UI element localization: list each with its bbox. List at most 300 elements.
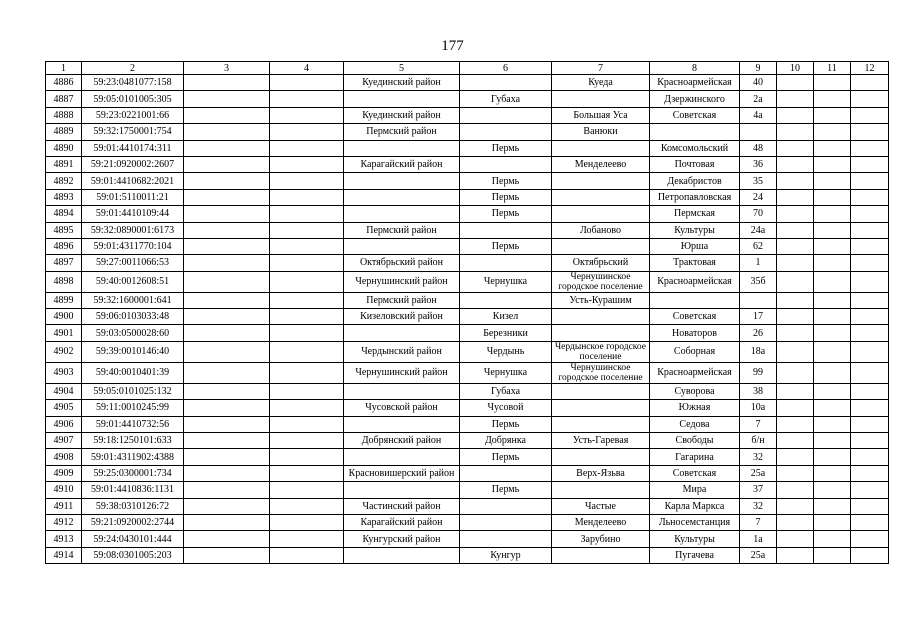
table-cell-col-2: 59:32:1600001:641 — [82, 292, 184, 308]
table-header — [46, 62, 889, 75]
table-cell-col-5: Добрянский район — [344, 433, 460, 449]
table-cell-col-11 — [814, 222, 851, 238]
table-cell-col-3 — [184, 341, 270, 362]
table-cell-col-1: 4888 — [46, 107, 82, 123]
table-cell-col-12 — [851, 341, 889, 362]
table-cell-col-11 — [814, 173, 851, 189]
table-cell-col-4 — [270, 91, 344, 107]
table-cell-col-6: Чусовой — [460, 400, 552, 416]
table-cell-col-12 — [851, 75, 889, 91]
table-cell-col-9: 35б — [740, 271, 777, 292]
table-cell-col-7: Чердынское городское поселение — [552, 341, 650, 362]
table-cell-col-7 — [552, 238, 650, 254]
table-row — [46, 449, 889, 465]
table-row — [46, 309, 889, 325]
table-cell-col-8: Советская — [650, 465, 740, 481]
table-cell-col-12 — [851, 238, 889, 254]
table-cell-col-12 — [851, 124, 889, 140]
table-cell-col-3 — [184, 400, 270, 416]
table-cell-col-3 — [184, 91, 270, 107]
table-cell-col-2: 59:23:0221001:66 — [82, 107, 184, 123]
table-cell-col-11 — [814, 416, 851, 432]
table-cell-col-5: Октябрьский район — [344, 255, 460, 271]
table-cell-col-12 — [851, 383, 889, 399]
table-cell-col-6: Добрянка — [460, 433, 552, 449]
table-cell-col-7 — [552, 140, 650, 156]
table-cell-col-1: 4908 — [46, 449, 82, 465]
table-cell-col-4 — [270, 124, 344, 140]
table-cell-col-4 — [270, 547, 344, 563]
table-row — [46, 140, 889, 156]
table-cell-col-11 — [814, 482, 851, 498]
table-cell-col-7: Верх-Язьва — [552, 465, 650, 481]
table-cell-col-9: 25а — [740, 547, 777, 563]
table-cell-col-12 — [851, 107, 889, 123]
table-cell-col-8: Мира — [650, 482, 740, 498]
table-cell-col-10 — [777, 189, 814, 205]
table-cell-col-3 — [184, 547, 270, 563]
table-cell-col-12 — [851, 482, 889, 498]
table-cell-col-6: Чернушка — [460, 271, 552, 292]
table-row — [46, 271, 889, 292]
table-cell-col-10 — [777, 383, 814, 399]
table-cell-col-3 — [184, 75, 270, 91]
table-cell-col-9: 2а — [740, 91, 777, 107]
table-cell-col-11 — [814, 449, 851, 465]
table-cell-col-1: 4890 — [46, 140, 82, 156]
table-cell-col-4 — [270, 362, 344, 383]
table-cell-col-1: 4900 — [46, 309, 82, 325]
table-cell-col-3 — [184, 222, 270, 238]
table-cell-col-10 — [777, 416, 814, 432]
table-cell-col-7: Частые — [552, 498, 650, 514]
table-cell-col-9: 32 — [740, 449, 777, 465]
table-cell-col-6 — [460, 292, 552, 308]
table-cell-col-2: 59:18:1250101:633 — [82, 433, 184, 449]
table-cell-col-8: Льносемстанция — [650, 514, 740, 530]
table-cell-col-8: Культуры — [650, 222, 740, 238]
registry-table — [45, 61, 889, 564]
table-cell-col-12 — [851, 222, 889, 238]
table-cell-col-9: 1 — [740, 255, 777, 271]
table-cell-col-2: 59:01:5110011:21 — [82, 189, 184, 205]
table-cell-col-3 — [184, 416, 270, 432]
table-cell-col-2: 59:05:0101025:132 — [82, 383, 184, 399]
table-cell-col-2: 59:40:0012608:51 — [82, 271, 184, 292]
table-cell-col-1: 4891 — [46, 156, 82, 172]
table-cell-col-5 — [344, 189, 460, 205]
table-cell-col-5: Красновишерский район — [344, 465, 460, 481]
table-cell-col-4 — [270, 531, 344, 547]
table-cell-col-1: 4896 — [46, 238, 82, 254]
table-cell-col-7 — [552, 482, 650, 498]
table-cell-col-11 — [814, 238, 851, 254]
table-cell-col-5: Куединский район — [344, 107, 460, 123]
table-cell-col-1: 4904 — [46, 383, 82, 399]
table-cell-col-4 — [270, 222, 344, 238]
table-cell-col-6: Кизел — [460, 309, 552, 325]
table-cell-col-12 — [851, 531, 889, 547]
page-number: 177 — [441, 38, 464, 54]
table-row — [46, 498, 889, 514]
table-row — [46, 547, 889, 563]
table-cell-col-4 — [270, 465, 344, 481]
table-cell-col-10 — [777, 362, 814, 383]
table-cell-col-1: 4912 — [46, 514, 82, 530]
table-cell-col-10 — [777, 514, 814, 530]
table-cell-col-10 — [777, 449, 814, 465]
table-cell-col-5 — [344, 173, 460, 189]
table-cell-col-10 — [777, 124, 814, 140]
table-cell-col-2: 59:38:0310126:72 — [82, 498, 184, 514]
table-cell-col-2: 59:08:0301005:203 — [82, 547, 184, 563]
table-cell-col-8: Новаторов — [650, 325, 740, 341]
table-cell-col-3 — [184, 362, 270, 383]
table-cell-col-2: 59:23:0481077:158 — [82, 75, 184, 91]
table-cell-col-7: Большая Уса — [552, 107, 650, 123]
table-cell-col-3 — [184, 514, 270, 530]
column-header-10: 10 — [777, 62, 814, 75]
table-cell-col-3 — [184, 107, 270, 123]
table-cell-col-11 — [814, 124, 851, 140]
table-row — [46, 416, 889, 432]
table-cell-col-7: Лобаново — [552, 222, 650, 238]
table-cell-col-7 — [552, 449, 650, 465]
table-cell-col-7 — [552, 91, 650, 107]
table-cell-col-8: Советская — [650, 107, 740, 123]
table-cell-col-1: 4909 — [46, 465, 82, 481]
table-cell-col-3 — [184, 292, 270, 308]
table-cell-col-6 — [460, 498, 552, 514]
table-cell-col-12 — [851, 173, 889, 189]
table-row — [46, 189, 889, 205]
table-cell-col-8: Красноармейская — [650, 271, 740, 292]
table-cell-col-4 — [270, 482, 344, 498]
table-cell-col-12 — [851, 514, 889, 530]
table-cell-col-3 — [184, 140, 270, 156]
table-cell-col-1: 4889 — [46, 124, 82, 140]
table-cell-col-10 — [777, 156, 814, 172]
table-cell-col-4 — [270, 514, 344, 530]
table-cell-col-8: Юрша — [650, 238, 740, 254]
table-cell-col-6: Чернушка — [460, 362, 552, 383]
table-cell-col-9 — [740, 124, 777, 140]
table-cell-col-5 — [344, 547, 460, 563]
table-cell-col-12 — [851, 309, 889, 325]
table-cell-col-4 — [270, 433, 344, 449]
table-cell-col-4 — [270, 156, 344, 172]
column-header-7: 7 — [552, 62, 650, 75]
table-cell-col-2: 59:01:4410109:44 — [82, 206, 184, 222]
table-cell-col-6 — [460, 465, 552, 481]
table-row — [46, 383, 889, 399]
table-cell-col-12 — [851, 465, 889, 481]
table-cell-col-5 — [344, 449, 460, 465]
table-cell-col-6: Чердынь — [460, 341, 552, 362]
table-cell-col-5: Чернушинский район — [344, 271, 460, 292]
column-header-9: 9 — [740, 62, 777, 75]
table-cell-col-2: 59:39:0010146:40 — [82, 341, 184, 362]
table-cell-col-5: Пермский район — [344, 124, 460, 140]
table-cell-col-2: 59:01:4410732:56 — [82, 416, 184, 432]
table-cell-col-7: Чернушинское городское поселение — [552, 362, 650, 383]
table-cell-col-6: Губаха — [460, 91, 552, 107]
table-cell-col-7: Октябрьский — [552, 255, 650, 271]
table-cell-col-12 — [851, 547, 889, 563]
table-cell-col-3 — [184, 189, 270, 205]
table-cell-col-3 — [184, 465, 270, 481]
table-row — [46, 292, 889, 308]
table-cell-col-3 — [184, 206, 270, 222]
table-cell-col-11 — [814, 341, 851, 362]
table-cell-col-1: 4899 — [46, 292, 82, 308]
table-cell-col-7: Усть-Гаревая — [552, 433, 650, 449]
table-cell-col-10 — [777, 255, 814, 271]
table-cell-col-4 — [270, 238, 344, 254]
table-cell-col-8: Соборная — [650, 341, 740, 362]
column-header-1: 1 — [46, 62, 82, 75]
table-cell-col-5: Карагайский район — [344, 514, 460, 530]
table-cell-col-2: 59:01:4410174:311 — [82, 140, 184, 156]
table-cell-col-8: Карла Маркса — [650, 498, 740, 514]
table-cell-col-10 — [777, 482, 814, 498]
table-cell-col-6: Пермь — [460, 206, 552, 222]
table-cell-col-10 — [777, 206, 814, 222]
table-cell-col-5 — [344, 238, 460, 254]
table-row — [46, 238, 889, 254]
table-cell-col-10 — [777, 531, 814, 547]
table-cell-col-3 — [184, 156, 270, 172]
table-cell-col-6: Пермь — [460, 238, 552, 254]
table-cell-col-11 — [814, 498, 851, 514]
table-cell-col-11 — [814, 325, 851, 341]
table-cell-col-3 — [184, 325, 270, 341]
table-cell-col-2: 59:32:0890001:6173 — [82, 222, 184, 238]
table-cell-col-9: 36 — [740, 156, 777, 172]
table-cell-col-7: Менделеево — [552, 514, 650, 530]
table-cell-col-10 — [777, 222, 814, 238]
table-row — [46, 531, 889, 547]
table-cell-col-12 — [851, 189, 889, 205]
table-cell-col-2: 59:25:0300001:734 — [82, 465, 184, 481]
table-cell-col-2: 59:01:4311902:4388 — [82, 449, 184, 465]
table-cell-col-12 — [851, 140, 889, 156]
table-cell-col-1: 4898 — [46, 271, 82, 292]
table-cell-col-8: Красноармейская — [650, 362, 740, 383]
table-cell-col-3 — [184, 271, 270, 292]
table-cell-col-7 — [552, 416, 650, 432]
table-cell-col-8: Советская — [650, 309, 740, 325]
table-row — [46, 222, 889, 238]
table-cell-col-11 — [814, 206, 851, 222]
table-cell-col-6 — [460, 514, 552, 530]
table-cell-col-9: 37 — [740, 482, 777, 498]
table-cell-col-4 — [270, 75, 344, 91]
table-cell-col-3 — [184, 124, 270, 140]
table-cell-col-4 — [270, 449, 344, 465]
table-cell-col-9: 25а — [740, 465, 777, 481]
table-cell-col-9: 24 — [740, 189, 777, 205]
table-cell-col-6 — [460, 75, 552, 91]
table-cell-col-2: 59:01:4410682:2021 — [82, 173, 184, 189]
table-cell-col-1: 4901 — [46, 325, 82, 341]
table-cell-col-5: Чернушинский район — [344, 362, 460, 383]
column-header-6: 6 — [460, 62, 552, 75]
table-row — [46, 465, 889, 481]
table-cell-col-3 — [184, 173, 270, 189]
table-cell-col-1: 4893 — [46, 189, 82, 205]
table-cell-col-5 — [344, 140, 460, 156]
table-cell-col-9: 18а — [740, 341, 777, 362]
table-cell-col-1: 4892 — [46, 173, 82, 189]
table-cell-col-8: Комсомольский — [650, 140, 740, 156]
table-cell-col-2: 59:01:4311770:104 — [82, 238, 184, 254]
table-cell-col-10 — [777, 498, 814, 514]
table-cell-col-5: Кизеловский район — [344, 309, 460, 325]
table-row — [46, 124, 889, 140]
table-cell-col-2: 59:21:0920002:2607 — [82, 156, 184, 172]
table-cell-col-12 — [851, 325, 889, 341]
table-row — [46, 482, 889, 498]
table-cell-col-12 — [851, 498, 889, 514]
table-cell-col-10 — [777, 341, 814, 362]
table-cell-col-11 — [814, 271, 851, 292]
table-cell-col-10 — [777, 400, 814, 416]
table-cell-col-2: 59:24:0430101:444 — [82, 531, 184, 547]
column-header-2: 2 — [82, 62, 184, 75]
table-cell-col-11 — [814, 383, 851, 399]
table-cell-col-5 — [344, 383, 460, 399]
table-cell-col-8: Дзержинского — [650, 91, 740, 107]
table-cell-col-5 — [344, 416, 460, 432]
table-cell-col-5: Куединский район — [344, 75, 460, 91]
table-cell-col-7 — [552, 547, 650, 563]
table-cell-col-4 — [270, 107, 344, 123]
table-cell-col-7 — [552, 206, 650, 222]
table-cell-col-5: Пермский район — [344, 222, 460, 238]
table-cell-col-9: 62 — [740, 238, 777, 254]
table-row — [46, 91, 889, 107]
table-cell-col-7 — [552, 400, 650, 416]
table-cell-col-11 — [814, 156, 851, 172]
table-cell-col-1: 4906 — [46, 416, 82, 432]
table-cell-col-5 — [344, 482, 460, 498]
table-cell-col-11 — [814, 107, 851, 123]
table-cell-col-7 — [552, 309, 650, 325]
table-cell-col-10 — [777, 75, 814, 91]
table-cell-col-10 — [777, 292, 814, 308]
table-cell-col-3 — [184, 531, 270, 547]
table-cell-col-9: 32 — [740, 498, 777, 514]
table-cell-col-9: 48 — [740, 140, 777, 156]
table-cell-col-1: 4897 — [46, 255, 82, 271]
table-cell-col-10 — [777, 173, 814, 189]
table-cell-col-9: 99 — [740, 362, 777, 383]
table-cell-col-6 — [460, 156, 552, 172]
header-row — [46, 62, 889, 75]
table-cell-col-1: 4914 — [46, 547, 82, 563]
table-row — [46, 341, 889, 362]
table-cell-col-10 — [777, 547, 814, 563]
column-header-11: 11 — [814, 62, 851, 75]
table-cell-col-12 — [851, 292, 889, 308]
table-cell-col-12 — [851, 449, 889, 465]
table-cell-col-6: Пермь — [460, 189, 552, 205]
table-body — [46, 75, 889, 564]
table-cell-col-3 — [184, 255, 270, 271]
table-cell-col-5: Чердынский район — [344, 341, 460, 362]
table-cell-col-1: 4902 — [46, 341, 82, 362]
table-cell-col-1: 4907 — [46, 433, 82, 449]
table-cell-col-8: Свободы — [650, 433, 740, 449]
table-cell-col-10 — [777, 325, 814, 341]
table-cell-col-11 — [814, 531, 851, 547]
table-cell-col-8: Декабристов — [650, 173, 740, 189]
table-cell-col-5: Частинский район — [344, 498, 460, 514]
table-cell-col-4 — [270, 173, 344, 189]
table-row — [46, 400, 889, 416]
table-cell-col-5: Пермский район — [344, 292, 460, 308]
table-cell-col-4 — [270, 255, 344, 271]
table-cell-col-6: Кунгур — [460, 547, 552, 563]
table-cell-col-7: Чернушинское городское поселение — [552, 271, 650, 292]
table-cell-col-1: 4903 — [46, 362, 82, 383]
table-cell-col-8: Трактовая — [650, 255, 740, 271]
table-cell-col-11 — [814, 400, 851, 416]
table-cell-col-6 — [460, 124, 552, 140]
table-cell-col-3 — [184, 238, 270, 254]
table-cell-col-12 — [851, 362, 889, 383]
table-cell-col-6: Березники — [460, 325, 552, 341]
table-cell-col-7 — [552, 173, 650, 189]
table-cell-col-5: Чусовской район — [344, 400, 460, 416]
table-cell-col-10 — [777, 465, 814, 481]
table-cell-col-7: Усть-Курашим — [552, 292, 650, 308]
table-cell-col-2: 59:03:0500028:60 — [82, 325, 184, 341]
table-cell-col-1: 4894 — [46, 206, 82, 222]
table-cell-col-7: Менделеево — [552, 156, 650, 172]
table-cell-col-2: 59:32:1750001:754 — [82, 124, 184, 140]
table-cell-col-9: 7 — [740, 416, 777, 432]
table-cell-col-4 — [270, 383, 344, 399]
table-cell-col-9: 35 — [740, 173, 777, 189]
table-cell-col-11 — [814, 547, 851, 563]
table-cell-col-9: 38 — [740, 383, 777, 399]
table-cell-col-4 — [270, 325, 344, 341]
table-cell-col-9 — [740, 292, 777, 308]
table-row — [46, 433, 889, 449]
table-row — [46, 173, 889, 189]
table-cell-col-1: 4886 — [46, 75, 82, 91]
table-cell-col-7: Ванюки — [552, 124, 650, 140]
table-cell-col-8 — [650, 124, 740, 140]
table-cell-col-4 — [270, 400, 344, 416]
table-cell-col-5: Кунгурский район — [344, 531, 460, 547]
table-cell-col-1: 4910 — [46, 482, 82, 498]
table-row — [46, 514, 889, 530]
table-cell-col-11 — [814, 362, 851, 383]
column-header-3: 3 — [184, 62, 270, 75]
table-cell-col-8: Седова — [650, 416, 740, 432]
table-cell-col-12 — [851, 433, 889, 449]
table-cell-col-6 — [460, 107, 552, 123]
table-cell-col-9: 17 — [740, 309, 777, 325]
table-cell-col-3 — [184, 449, 270, 465]
table-cell-col-1: 4913 — [46, 531, 82, 547]
table-cell-col-9: 40 — [740, 75, 777, 91]
column-header-8: 8 — [650, 62, 740, 75]
table-cell-col-2: 59:21:0920002:2744 — [82, 514, 184, 530]
